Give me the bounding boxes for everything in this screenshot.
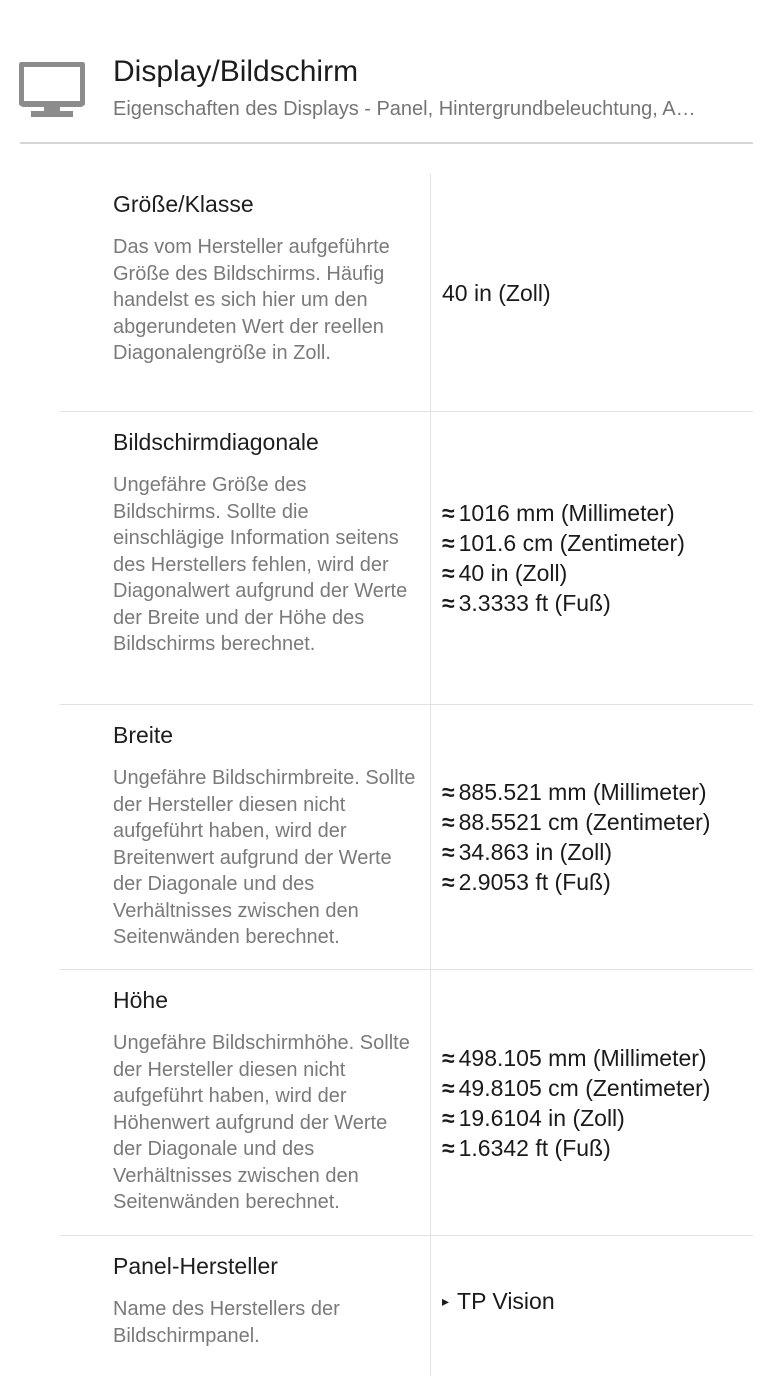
spec-value-in: ≈ 34.863 in (Zoll) <box>442 839 613 865</box>
spec-description: Name des Herstellers der Bildschirmpanel. <box>113 1298 340 1347</box>
spec-row-size-class <box>60 174 753 412</box>
spec-row-height <box>60 970 753 1236</box>
spec-description: Das vom Hersteller aufgeführte Größe des Bildschirms. Häufig handelst es sich hier um den abgerundeten Wert der reellen Diagonalengröße in Zoll. <box>113 236 390 364</box>
approx-symbol: ≈ <box>442 1044 455 1071</box>
approx-symbol: ≈ <box>442 590 455 616</box>
approx-symbol: ≈ <box>442 809 455 835</box>
approx-symbol: ≈ <box>442 500 455 526</box>
spec-label-cell <box>60 970 431 1235</box>
approx-symbol: ≈ <box>442 1074 455 1101</box>
approx-symbol: ≈ <box>442 779 455 805</box>
spec-value: 40 in (Zoll) <box>442 279 551 306</box>
spec-name: Panel-Hersteller <box>113 1253 278 1279</box>
spec-value-cell <box>431 1236 753 1376</box>
approx-symbol: ≈ <box>442 1134 455 1161</box>
spec-value-cell <box>431 970 753 1235</box>
expand-triangle-icon: ▸ <box>442 1293 450 1309</box>
spec-description: Ungefähre Größe des Bildschirms. Sollte die einschlägige Information seitens des Herstellers fehlen, wird der Diagonalwert aufgrund der Werte der Breite und der Höhe des Bildschirms berechnet. <box>113 474 408 655</box>
approx-symbol: ≈ <box>442 869 455 895</box>
spec-value-cell <box>431 705 753 969</box>
spec-value-in: ≈ 19.6104 in (Zoll) <box>442 1104 625 1131</box>
approx-symbol: ≈ <box>442 839 455 865</box>
spec-name: Bildschirmdiagonale <box>113 429 319 455</box>
spec-table <box>60 174 753 1376</box>
approx-symbol: ≈ <box>442 530 455 556</box>
spec-label-cell <box>60 412 431 704</box>
section-title: Display/Bildschirm <box>113 55 359 88</box>
spec-value-ft: ≈ 2.9053 ft (Fuß) <box>442 869 611 895</box>
spec-value-ft: ≈ 1.6342 ft (Fuß) <box>442 1134 611 1161</box>
divider <box>20 142 753 144</box>
spec-label-cell <box>60 174 431 411</box>
spec-value-cell <box>431 412 753 704</box>
spec-name: Höhe <box>113 987 168 1013</box>
spec-value-mm: ≈ 1016 mm (Millimeter) <box>442 500 675 526</box>
approx-symbol: ≈ <box>442 560 455 586</box>
section-header <box>0 0 772 144</box>
spec-value-cm: ≈ 101.6 cm (Zentimeter) <box>442 530 685 556</box>
section-subtitle: Eigenschaften des Displays - Panel, Hintergrundbeleuchtung, A… <box>113 98 696 120</box>
approx-symbol: ≈ <box>442 1104 455 1131</box>
spec-row-panel-manufacturer <box>60 1236 753 1376</box>
monitor-icon <box>19 62 85 118</box>
spec-name: Breite <box>113 722 174 748</box>
spec-name: Größe/Klasse <box>113 191 254 217</box>
spec-value-ft: ≈ 3.3333 ft (Fuß) <box>442 590 611 616</box>
spec-value-cm: ≈ 49.8105 cm (Zentimeter) <box>442 1074 711 1101</box>
panel-manufacturer-link[interactable]: ▸ TP Vision <box>442 1288 555 1314</box>
spec-value-mm: ≈ 498.105 mm (Millimeter) <box>442 1044 707 1071</box>
spec-value-cm: ≈ 88.5521 cm (Zentimeter) <box>442 809 711 835</box>
spec-label-cell <box>60 1236 431 1376</box>
spec-row-width <box>60 705 753 970</box>
spec-value-in: ≈ 40 in (Zoll) <box>442 560 568 586</box>
spec-row-diagonal <box>60 412 753 705</box>
spec-label-cell <box>60 705 431 969</box>
spec-description: Ungefähre Bildschirmbreite. Sollte der Hersteller diesen nicht aufgeführt haben, wird der Breitenwert aufgrund der Werte der Diagonale und des Verhältnisses zwischen den Seitenwänden berechnet. <box>113 767 416 948</box>
spec-value-mm: ≈ 885.521 mm (Millimeter) <box>442 779 707 805</box>
spec-description: Ungefähre Bildschirmhöhe. Sollte der Hersteller diesen nicht aufgeführt haben, wird der Höhenwert aufgrund der Werte der Diagonale und des Verhältnisses zwischen den Seitenwänden berechnet. <box>113 1032 410 1213</box>
spec-value-cell <box>431 174 753 411</box>
